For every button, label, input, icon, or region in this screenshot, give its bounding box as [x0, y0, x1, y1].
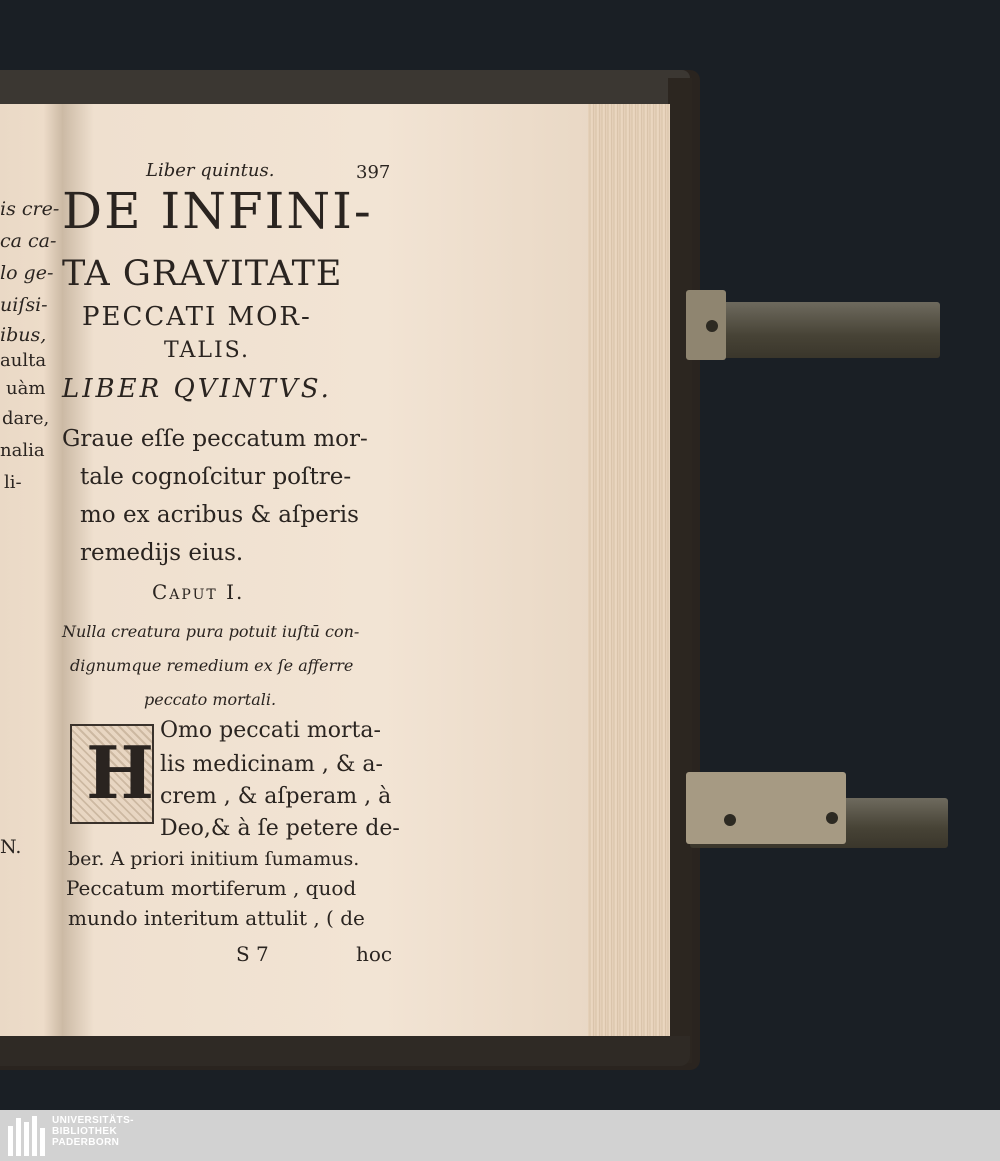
chapter-summary-line-2: dignumque remedium ex ſe afferre — [70, 656, 354, 675]
summary-line-4: remedijs eius. — [80, 540, 244, 566]
left-fragment: lo ge- — [0, 262, 54, 284]
left-fragment: ibus, — [0, 324, 47, 346]
page-number: 397 — [356, 162, 391, 183]
body-line-4: Deo,& à ſe petere de- — [160, 816, 400, 841]
summary-line-2: tale cognoſcitur poſtre- — [80, 464, 352, 490]
initial-letter: H — [86, 730, 155, 815]
lower-clasp-rivet-1 — [724, 814, 736, 826]
lower-clasp-rivet-2 — [826, 812, 838, 824]
upper-clasp-rivet — [706, 320, 718, 332]
left-fragment: uàm — [6, 378, 46, 399]
book-bottom-cover — [0, 1036, 690, 1066]
body-line-2: lis medicinam , & a- — [160, 752, 383, 777]
body-line-1: Omo peccati morta- — [160, 718, 381, 743]
library-name-line-3: PADERBORN — [52, 1137, 120, 1148]
title-line-1: DE INFINI- — [62, 182, 373, 240]
left-fragment: dare, — [2, 408, 50, 429]
title-line-3: PECCATI MOR- — [82, 302, 312, 332]
left-fragment: N. — [0, 836, 22, 858]
page-fore-edge — [588, 104, 670, 1040]
left-fragment: ca ca- — [0, 230, 57, 252]
left-fragment: is cre- — [0, 198, 60, 220]
library-logo-icon — [8, 1114, 46, 1156]
left-page — [0, 104, 62, 1039]
title-line-4: TALIS. — [164, 338, 250, 363]
lower-clasp-plate — [686, 772, 846, 844]
library-name-line-1: UNIVERSITÄTS- — [52, 1115, 134, 1126]
body-line-7: mundo interitum attulit , ( de — [68, 906, 365, 930]
signature-mark: S 7 — [236, 942, 269, 966]
chapter-heading: Caput I. — [152, 580, 245, 604]
left-fragment: nalia — [0, 440, 45, 461]
left-fragment: uiſsi- — [0, 294, 48, 316]
decorated-initial — [70, 724, 154, 824]
catchword: hoc — [356, 942, 393, 966]
chapter-summary-line-1: Nulla creatura pura potuit iuſtū con- — [62, 622, 360, 641]
title-line-2: TA GRAVITATE — [62, 254, 343, 294]
library-name — [52, 1115, 134, 1148]
left-fragment: aulta — [0, 350, 47, 371]
library-name-line-2: BIBLIOTHEK — [52, 1126, 118, 1137]
running-header: Liber quintus. — [146, 160, 275, 181]
library-footer — [0, 1110, 1000, 1161]
book-spine-edge — [668, 78, 692, 1063]
upper-clasp — [690, 302, 940, 358]
left-fragment: li- — [4, 472, 22, 493]
book-top-cover — [0, 70, 690, 106]
summary-line-1: Graue eſſe peccatum mor- — [62, 426, 368, 452]
right-page — [62, 104, 592, 1044]
chapter-summary-line-3: peccato mortali. — [144, 690, 277, 709]
body-line-3: crem , & aſperam , à — [160, 784, 392, 809]
book-heading: LIBER QVINTVS. — [62, 374, 332, 404]
body-line-5: ber. A priori initium ſumamus. — [68, 848, 360, 870]
summary-line-3: mo ex acribus & aſperis — [80, 502, 359, 528]
body-line-6: Peccatum mortiferum , quod — [66, 876, 357, 900]
